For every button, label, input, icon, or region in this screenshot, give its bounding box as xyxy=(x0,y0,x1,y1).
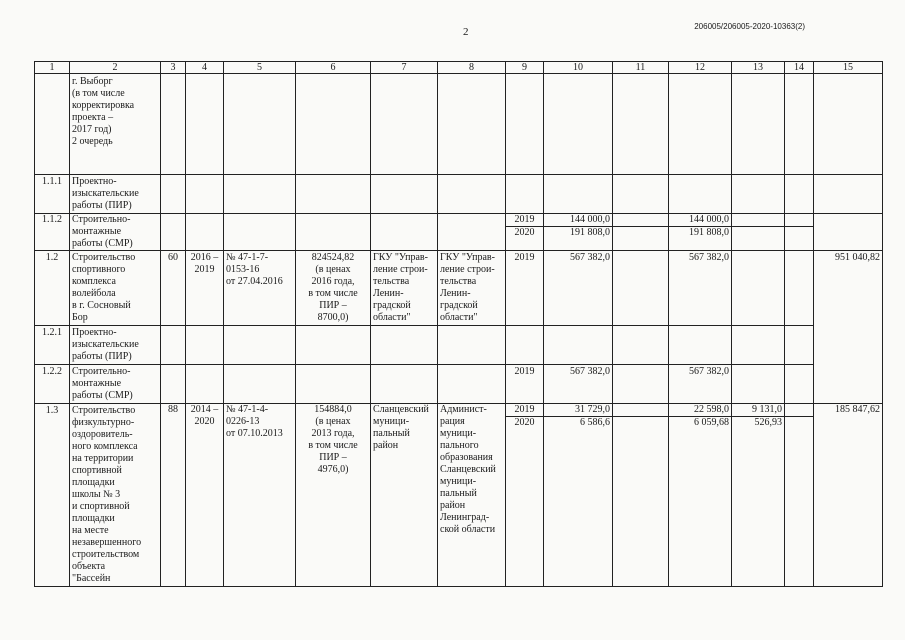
document-id: 206005/206005-2020-10363(2) xyxy=(694,22,805,31)
cell-total: 951 040,82 xyxy=(814,251,883,404)
cell-total: 185 847,62 xyxy=(814,404,883,587)
cell-value: 144 000,0 xyxy=(544,214,613,227)
cell-year: 2019 xyxy=(506,365,544,404)
header-cell: 15 xyxy=(814,62,883,74)
page-number: 2 xyxy=(463,26,469,38)
cell-customer: ГКУ "Управ- ление строи- тельства Ленин- градской области" xyxy=(371,251,438,326)
data-table xyxy=(34,61,883,587)
cell-number: 1.2 xyxy=(35,251,70,326)
table-row xyxy=(35,251,883,326)
cell-name: г. Выборг (в том числе корректировка проекта – 2017 год) 2 очередь xyxy=(70,74,161,175)
header-cell: 13 xyxy=(732,62,785,74)
cell-number: 1.1.1 xyxy=(35,175,70,214)
cell-value: 567 382,0 xyxy=(669,251,732,326)
cell-value: 22 598,0 xyxy=(669,404,732,417)
cell-customer: Сланцевский муници- пальный район xyxy=(371,404,438,587)
cell-value: 191 808,0 xyxy=(669,227,732,251)
cell-year: 2019 xyxy=(506,404,544,417)
header-cell: 11 xyxy=(613,62,669,74)
cell-name: Строительство физкультурно- оздоровитель- ного комплекса на территории спортивной площадки школы № 3 и спортивной площадки на месте незавершенного строительством объекта "Бассейн xyxy=(70,404,161,587)
cell-value: 31 729,0 xyxy=(544,404,613,417)
header-cell: 2 xyxy=(70,62,161,74)
cell-value: 567 382,0 xyxy=(669,365,732,404)
cell-recipient: Админист- рация муници- пального образования Сланцевский муници- пальный район Ленинград- ской области xyxy=(438,404,506,587)
table-row xyxy=(35,214,883,227)
header-row xyxy=(35,62,883,74)
cell-period: 2016 – 2019 xyxy=(186,251,224,326)
cell-number: 1.2.1 xyxy=(35,326,70,365)
header-cell: 14 xyxy=(785,62,814,74)
cell-year: 2019 xyxy=(506,214,544,227)
header-cell: 4 xyxy=(186,62,224,74)
cell-period: 2014 – 2020 xyxy=(186,404,224,587)
header-cell: 6 xyxy=(296,62,371,74)
table-row xyxy=(35,175,883,214)
cell-value: 144 000,0 xyxy=(669,214,732,227)
cell-name: Проектно- изыскательские работы (ПИР) xyxy=(70,326,161,365)
header-cell: 5 xyxy=(224,62,296,74)
cell-cost: 154884,0 (в ценах 2013 года, в том числе ПИР – 4976,0) xyxy=(296,404,371,587)
table-row xyxy=(35,74,883,175)
cell-number: 1.2.2 xyxy=(35,365,70,404)
cell-number: 1.1.2 xyxy=(35,214,70,251)
cell-value: 191 808,0 xyxy=(544,227,613,251)
cell-value: 6 586,6 xyxy=(544,417,613,587)
cell-value: 567 382,0 xyxy=(544,251,613,326)
cell-value: 9 131,0 xyxy=(732,404,785,417)
cell-name: Строительно- монтажные работы (СМР) xyxy=(70,214,161,251)
cell-cost: 824524,82 (в ценах 2016 года, в том числе ПИР – 8700,0) xyxy=(296,251,371,326)
table-row xyxy=(35,404,883,417)
header-cell: 7 xyxy=(371,62,438,74)
cell-capacity: 60 xyxy=(161,251,186,326)
cell-name: Проектно- изыскательские работы (ПИР) xyxy=(70,175,161,214)
cell-name: Строительно- монтажные работы (СМР) xyxy=(70,365,161,404)
cell-year: 2020 xyxy=(506,227,544,251)
header-cell: 3 xyxy=(161,62,186,74)
header-cell: 8 xyxy=(438,62,506,74)
table-row xyxy=(35,365,883,404)
header-cell: 12 xyxy=(669,62,732,74)
cell-number: 1.3 xyxy=(35,404,70,587)
cell-year: 2019 xyxy=(506,251,544,326)
table-row xyxy=(35,326,883,365)
cell-expertise: № 47-1-7- 0153-16 от 27.04.2016 xyxy=(224,251,296,326)
cell-value: 567 382,0 xyxy=(544,365,613,404)
header-cell: 10 xyxy=(544,62,613,74)
cell-capacity: 88 xyxy=(161,404,186,587)
cell-value: 526,93 xyxy=(732,417,785,587)
cell-expertise: № 47-1-4- 0226-13 от 07.10.2013 xyxy=(224,404,296,587)
cell-year: 2020 xyxy=(506,417,544,587)
cell-recipient: ГКУ "Управ- ление строи- тельства Ленин- градской области" xyxy=(438,251,506,326)
cell-name: Строительство спортивного комплекса волейбола в г. Сосновый Бор xyxy=(70,251,161,326)
header-cell: 1 xyxy=(35,62,70,74)
header-cell: 9 xyxy=(506,62,544,74)
cell-value: 6 059,68 xyxy=(669,417,732,587)
